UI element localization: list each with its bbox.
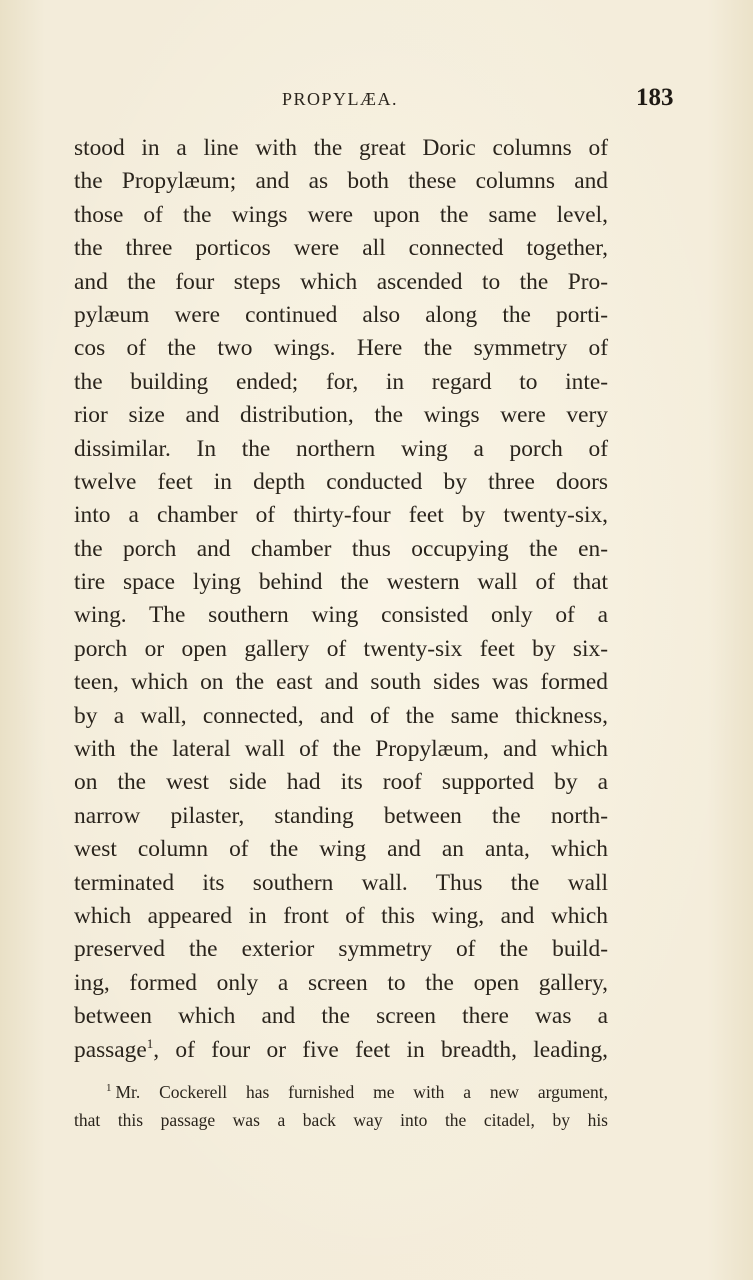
text-line: pylæum were continued also along the porti- — [74, 301, 608, 328]
footnote — [74, 1078, 608, 1134]
text-line: ing, formed only a screen to the open gallery, — [74, 969, 608, 996]
text-line: with the lateral wall of the Propylæum, and which — [74, 736, 608, 763]
text-line: the building ended; for, in regard to inte- — [74, 368, 608, 395]
text-line: on the west side had its roof supported by a — [74, 769, 608, 796]
text-line: cos of the two wings. Here the symmetry of — [74, 335, 608, 362]
text-line: terminated its southern wall. Thus the wall — [74, 869, 608, 896]
text-line: tire space lying behind the western wall of that — [74, 569, 608, 596]
text-line: stood in a line with the great Doric columns of — [74, 135, 608, 161]
running-title: PROPYLÆA. — [282, 89, 399, 109]
footnote-text: Mr. Cockerell has furnished me with a new argument, — [115, 1082, 608, 1102]
text-line: wing. The southern wing consisted only of a — [74, 602, 608, 629]
text-line: dissimilar. In the northern wing a porch of — [74, 435, 608, 462]
footnote-reference: 1 — [146, 1035, 154, 1051]
text-line: rior size and distribution, the wings were very — [74, 402, 608, 429]
text-line: by a wall, connected, and of the same thickness, — [74, 702, 608, 729]
text-line: the porch and chamber thus occupying the en- — [74, 535, 608, 562]
text-line: porch or open gallery of twenty-six feet by six- — [74, 635, 608, 662]
text-line: preserved the exterior symmetry of the build- — [74, 936, 608, 963]
footnote-line: that this passage was a back way into the citadel, by his — [74, 1110, 608, 1130]
text-line: narrow pilaster, standing between the north- — [74, 802, 608, 829]
text-line: between which and the screen there was a — [74, 1003, 608, 1030]
text-line: which appeared in front of this wing, and which — [74, 902, 608, 929]
text-line: and the four steps which ascended to the Pro- — [74, 268, 608, 295]
page-number: 183 — [636, 84, 674, 111]
text-line: west column of the wing and an anta, which — [74, 836, 608, 863]
text-line: into a chamber of thirty-four feet by twenty-six, — [74, 502, 608, 529]
text-line: the Propylæum; and as both these columns and — [74, 168, 608, 195]
footnote-line — [74, 1078, 608, 1106]
text-after-ref: , of four or five feet in breadth, leading, — [153, 1036, 608, 1063]
text-line: those of the wings were upon the same level, — [74, 201, 608, 228]
running-head — [0, 86, 753, 116]
text-line: the three porticos were all connected together, — [74, 235, 608, 262]
body-text — [74, 132, 608, 1067]
text-line-with-footnote-ref — [74, 1034, 608, 1067]
footnote-mark: 1 — [106, 1082, 112, 1094]
text-before-ref: passage — [74, 1036, 147, 1063]
text-line: teen, which on the east and south sides was formed — [74, 669, 608, 696]
text-line: twelve feet in depth conducted by three doors — [74, 468, 608, 495]
